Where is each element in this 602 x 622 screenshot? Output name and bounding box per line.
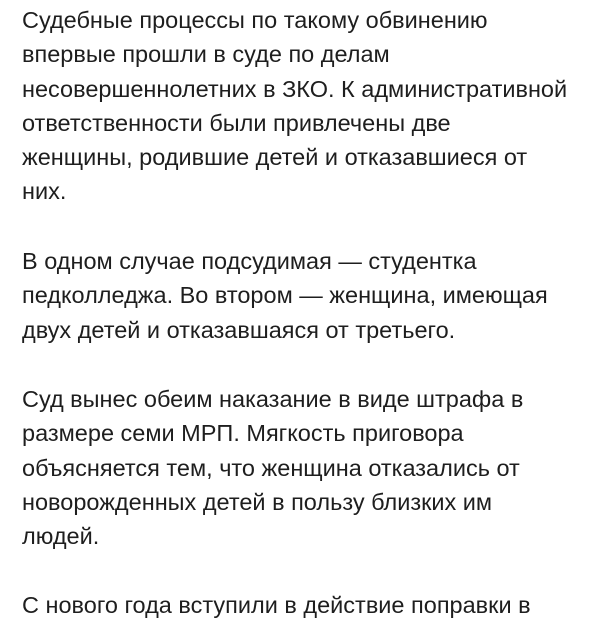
text-line: Судебные процессы по такому обвинению [22, 7, 488, 33]
text-line: объясняется тем, что женщина отказались от [22, 454, 520, 481]
text-line: женщины, родившие детей и отказавшиеся от [22, 144, 528, 171]
article-paragraph [22, 3, 567, 209]
text-line: впервые прошли в суде по делам [22, 41, 390, 68]
text-line: В одном случае подсудимая — студентка [22, 248, 477, 274]
text-line: них. [22, 178, 67, 205]
text-line: новорожденных детей в пользу близких им [22, 488, 493, 515]
text-line: людей. [22, 523, 100, 550]
text-line: педколледжа. Во втором — женщина, имеющая [22, 282, 548, 309]
text-line: двух детей и отказавшаяся от третьего. [22, 316, 456, 343]
article-paragraph [22, 244, 548, 347]
text-line: размере семи МРП. Мягкость приговора [22, 420, 464, 447]
article-paragraph-partial [22, 588, 531, 622]
text-line: несовершеннолетних в ЗКО. К административной [22, 75, 568, 102]
article-paragraph [22, 382, 523, 553]
text-line: Суд вынес обеим наказание в виде штрафа в [22, 386, 524, 412]
text-line: ответственности были привлечены две [22, 109, 451, 136]
text-line: С нового года вступили в действие поправки в [22, 592, 531, 618]
